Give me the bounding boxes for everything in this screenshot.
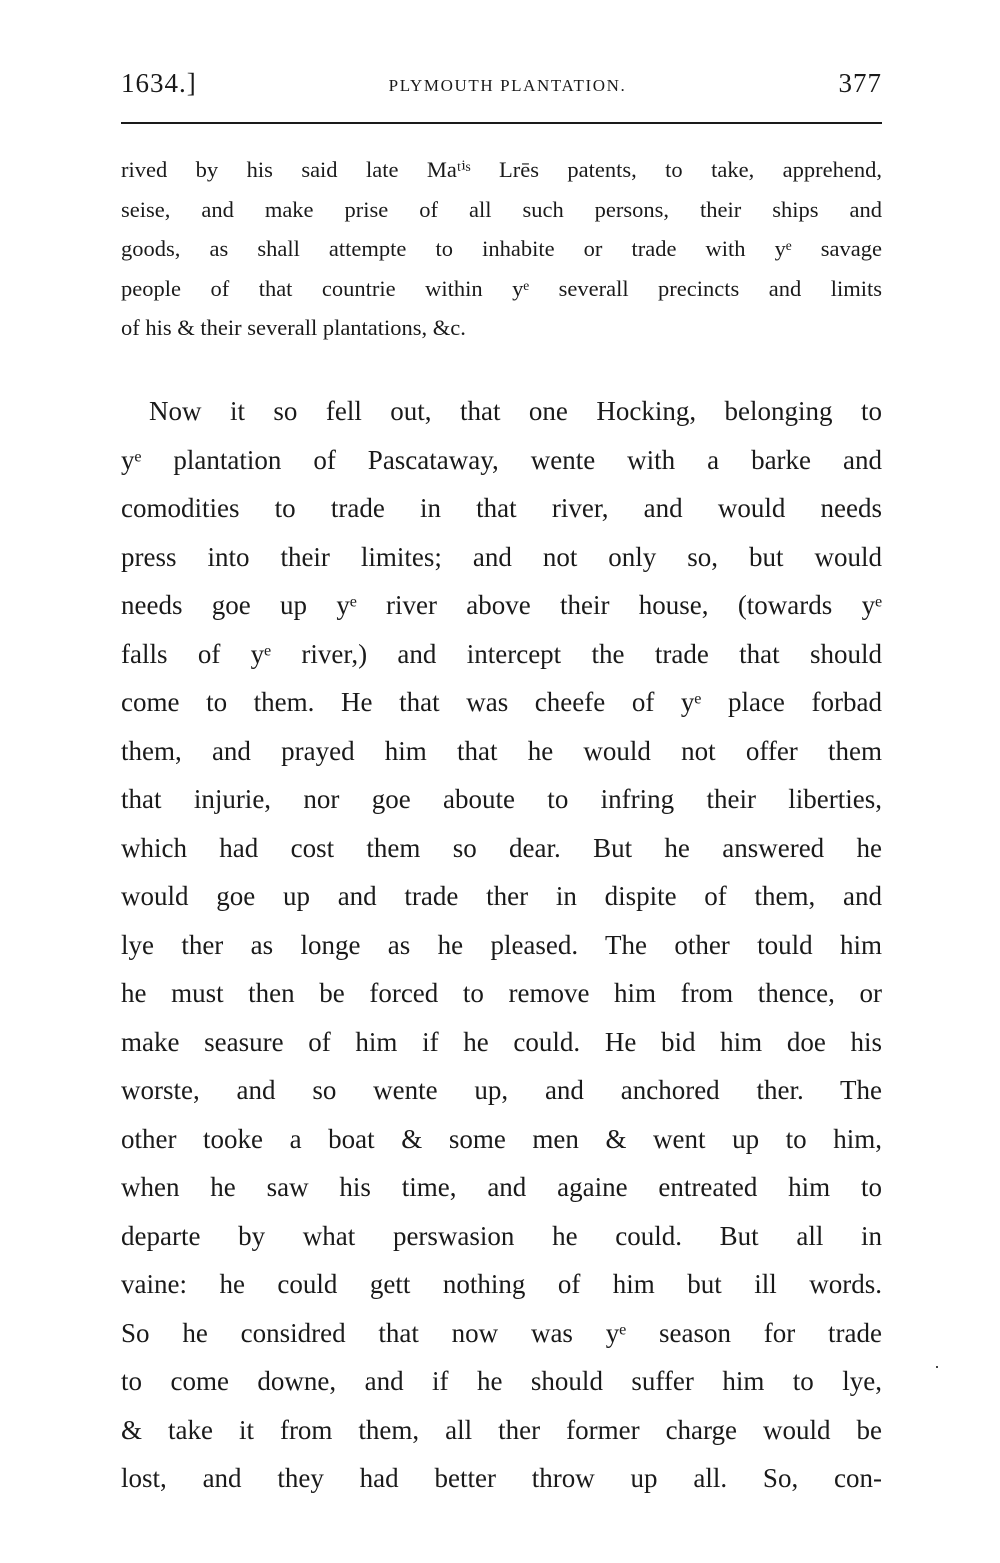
- page-number: 377: [838, 68, 882, 98]
- body-line: Now it so fell out, that one Hocking, belonging to: [149, 396, 882, 426]
- body-line: them, and prayed him that he would not offer them: [121, 735, 882, 766]
- body-line: vaine: he could gett nothing of him but ill words.: [121, 1269, 882, 1299]
- body-line: come to them. He that was cheefe of yᵉ place forbad: [121, 687, 882, 717]
- body-line: to come downe, and if he should suffer him to lye,: [121, 1366, 882, 1396]
- quoted-line: rived by his said late Maᵗⁱˢ Lrēs patents, to take, apprehend,: [121, 157, 882, 182]
- scan-speck: [936, 1366, 938, 1368]
- body-paragraph: [121, 387, 882, 1503]
- body-line: that injurie, nor goe aboute to infring their liberties,: [121, 784, 882, 814]
- running-head: [121, 68, 882, 108]
- quoted-line: people of that countrie within yᵉ severall precincts and limits: [121, 275, 882, 301]
- body-line: worste, and so wente up, and anchored ther. The: [121, 1075, 882, 1105]
- running-head-year: 1634.]: [121, 68, 197, 98]
- body-line: other tooke a boat & some men & went up to him,: [121, 1123, 882, 1154]
- body-line: press into their limites; and not only so, but would: [121, 541, 882, 572]
- body-line: comodities to trade in that river, and would needs: [121, 493, 882, 523]
- body-line: falls of yᵉ river,) and intercept the trade that should: [121, 638, 882, 669]
- body-line: he must then be forced to remove him from thence, or: [121, 978, 882, 1008]
- body-line: departe by what perswasion he could. But all in: [121, 1220, 882, 1251]
- body-line: would goe up and trade ther in dispite of them, and: [121, 881, 882, 911]
- body-line: So he considred that now was yᵉ season for trade: [121, 1317, 882, 1348]
- header-rule: [121, 122, 882, 124]
- body-line: lye ther as longe as he pleased. The other tould him: [121, 929, 882, 960]
- quoted-passage: [121, 150, 882, 348]
- quoted-line: goods, as shall attempte to inhabite or trade with yᵉ savage: [121, 236, 882, 261]
- body-line: which had cost them so dear. But he answered he: [121, 832, 882, 863]
- quoted-line: seise, and make prise of all such persons, their ships and: [121, 196, 882, 222]
- quoted-line: of his & their severall plantations, &c.: [121, 315, 466, 340]
- running-head-title: PLYMOUTH PLANTATION.: [388, 76, 627, 95]
- body-line: make seasure of him if he could. He bid him doe his: [121, 1026, 882, 1057]
- body-line: lost, and they had better throw up all. So, con-: [121, 1463, 882, 1493]
- body-line: & take it from them, all ther former charge would be: [121, 1414, 882, 1445]
- body-line: yᵉ plantation of Pascataway, wente with a barke and: [121, 444, 882, 475]
- body-line: needs goe up yᵉ river above their house, (towards yᵉ: [121, 590, 882, 620]
- body-line: when he saw his time, and againe entreated him to: [121, 1172, 882, 1202]
